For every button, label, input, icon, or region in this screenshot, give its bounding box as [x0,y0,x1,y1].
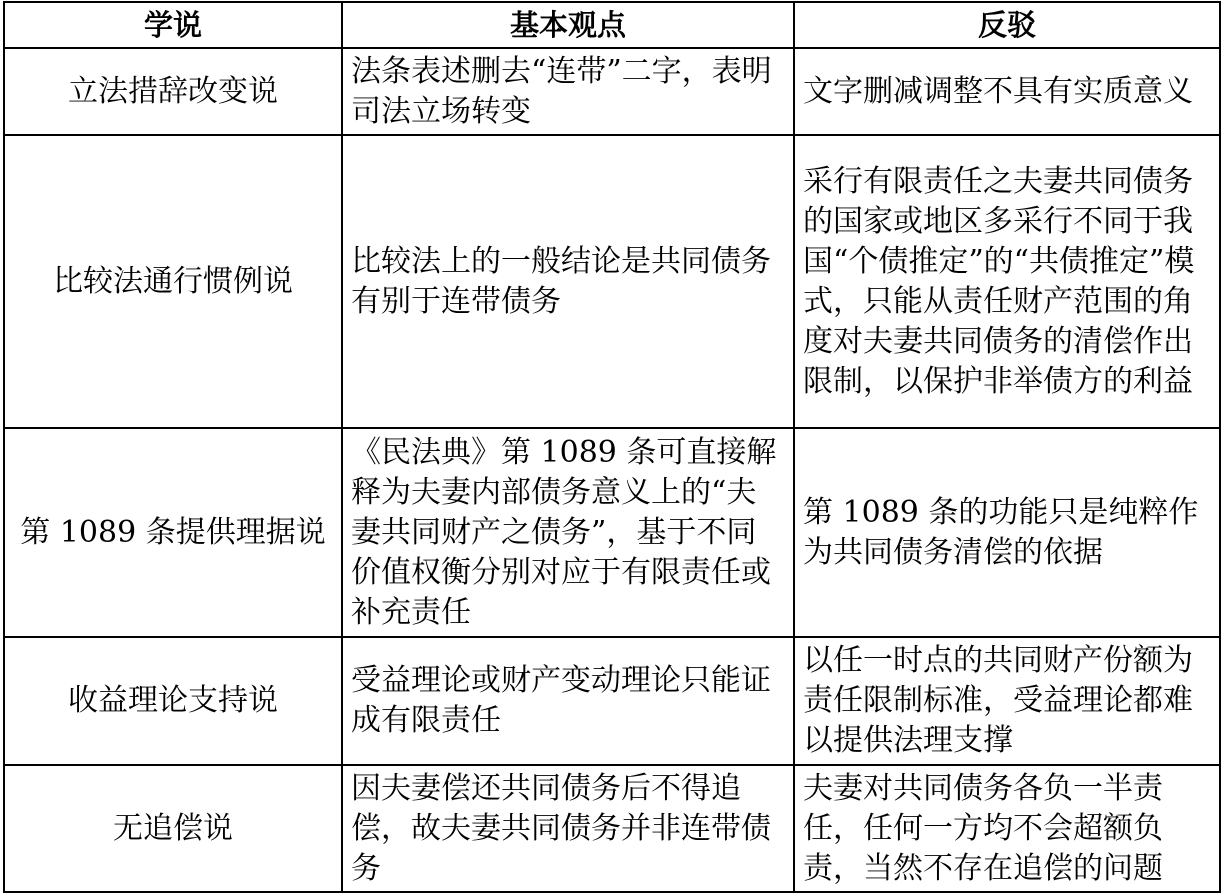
rebuttal-cell: 采行有限责任之夫妻共同债务的国家或地区多采行不同于我国“个债推定”的“共债推定”模式，只能从责任财产范围的角度对夫妻共同债务的清偿作出限制，以保护非举债方的利益 [794,135,1220,428]
basic-view-cell: 法条表述删去“连带”二字，表明司法立场转变 [342,48,794,135]
table-row [4,428,1220,637]
header-basic-view: 基本观点 [342,2,794,48]
table-body [4,48,1220,892]
table-row [4,765,1220,892]
basic-view-cell: 比较法上的一般结论是共同债务有别于连带债务 [342,135,794,428]
rebuttal-cell: 夫妻对共同债务各负一半责任，任何一方均不会超额负责，当然不存在追偿的问题 [794,765,1220,892]
table-header [4,2,1220,48]
basic-view-cell: 受益理论或财产变动理论只能证成有限责任 [342,637,794,765]
theory-cell: 无追偿说 [4,765,342,892]
header-theory: 学说 [4,2,342,48]
theory-cell: 收益理论支持说 [4,637,342,765]
header-rebuttal: 反驳 [794,2,1220,48]
table-row [4,637,1220,765]
theory-cell: 第 1089 条提供理据说 [4,428,342,637]
theory-cell: 立法措辞改变说 [4,48,342,135]
rebuttal-cell: 文字删减调整不具有实质意义 [794,48,1220,135]
basic-view-cell: 因夫妻偿还共同债务后不得追偿，故夫妻共同债务并非连带债务 [342,765,794,892]
table-row [4,48,1220,135]
theory-comparison-table [3,1,1221,893]
basic-view-cell: 《民法典》第 1089 条可直接解释为夫妻内部债务意义上的“夫妻共同财产之债务”，基于不同价值权衡分别对应于有限责任或补充责任 [342,428,794,637]
table-row [4,135,1220,428]
theory-cell: 比较法通行惯例说 [4,135,342,428]
rebuttal-cell: 以任一时点的共同财产份额为责任限制标准，受益理论都难以提供法理支撑 [794,637,1220,765]
header-row [4,2,1220,48]
rebuttal-cell: 第 1089 条的功能只是纯粹作为共同债务清偿的依据 [794,428,1220,637]
